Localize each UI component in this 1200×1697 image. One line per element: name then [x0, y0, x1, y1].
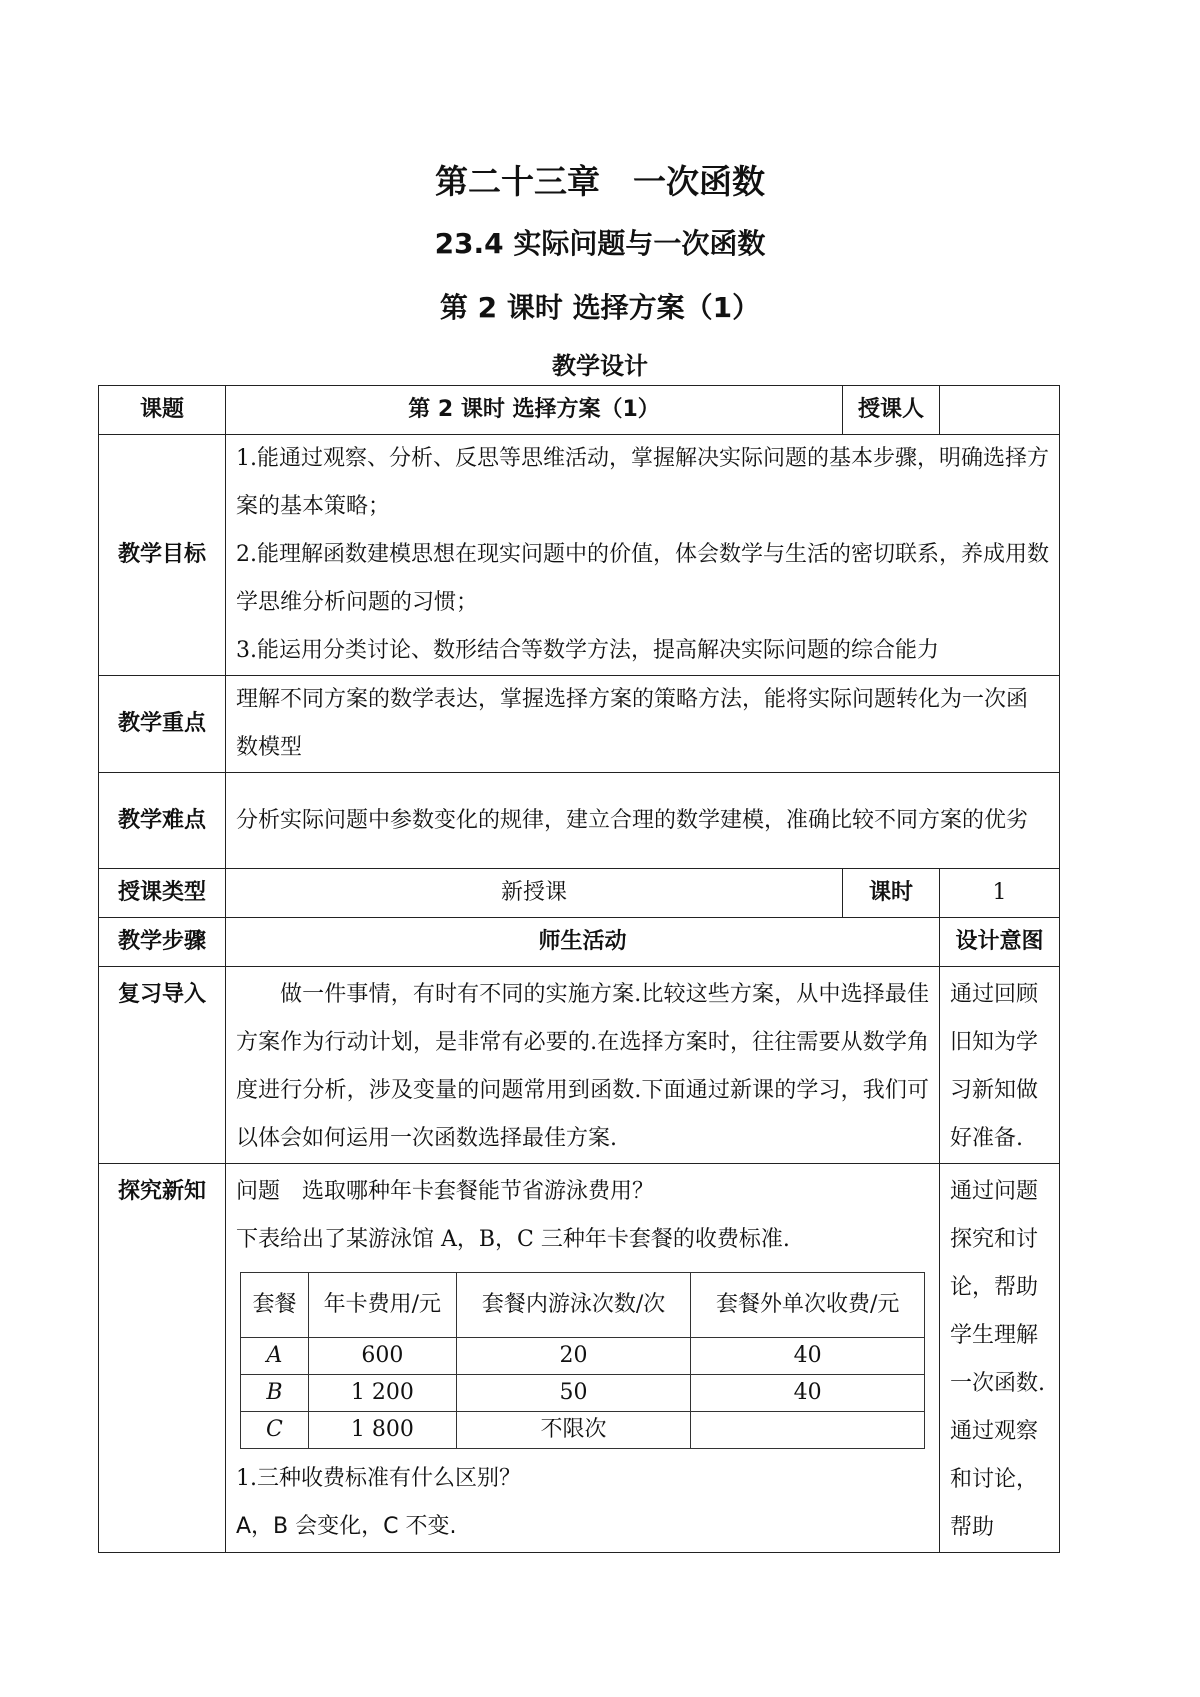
fee-cell: 1 800 [308, 1412, 456, 1449]
fee-header-cell: 套餐 [241, 1273, 309, 1338]
section-title: 23.4 实际问题与一次函数 [434, 227, 766, 260]
steps-header: 教学步骤 [99, 918, 226, 967]
lesson-type-row [99, 869, 1060, 918]
fee-row [241, 1412, 925, 1449]
review-text: 做一件事情，有时有不同的实施方案.比较这些方案，从中选择最佳方案作为行动计划，是非常有必要的.在选择方案时，往往需要从数学角度进行分析，涉及变量的问题常用到函数.下面通过新课的学习，我们可以体会如何运用一次函数选择最佳方案. [226, 967, 940, 1164]
fee-cell: 50 [456, 1375, 691, 1412]
review-intent: 通过回顾旧知为学习新知做好准备. [940, 967, 1060, 1164]
fee-cell: B [241, 1375, 309, 1412]
fee-cell: 40 [691, 1375, 925, 1412]
teacher-label: 授课人 [843, 386, 940, 435]
explore-intro: 下表给出了某游泳馆 A，B，C 三种年卡套餐的收费标准. [236, 1227, 790, 1252]
teacher-value [940, 386, 1060, 435]
topic-value: 第 2 课时 选择方案（1） [226, 386, 843, 435]
lesson-plan-table [98, 385, 1060, 1553]
hours-label: 课时 [843, 869, 940, 918]
fee-cell: 不限次 [456, 1412, 691, 1449]
fee-cell: 20 [456, 1338, 691, 1375]
lesson-title: 第 2 课时 选择方案（1） [439, 291, 761, 324]
objectives-content [226, 435, 1060, 676]
fee-header-cell: 套餐外单次收费/元 [691, 1273, 925, 1338]
explore-content [226, 1164, 940, 1553]
objective-item: 2.能理解函数建模思想在现实问题中的价值，体会数学与生活的密切联系，养成用数学思维分析问题的习惯； [236, 542, 1049, 615]
explore-row [99, 1164, 1060, 1553]
key-points-text: 理解不同方案的数学表达，掌握选择方案的策略方法，能将实际问题转化为一次函数模型 [226, 676, 1060, 773]
fee-cell: 1 200 [308, 1375, 456, 1412]
fee-cell: C [241, 1412, 309, 1449]
explore-intent: 通过问题探究和讨论，帮助学生理解一次函数.通过观察和讨论，帮助 [940, 1164, 1060, 1553]
difficulties-row [99, 773, 1060, 869]
key-points-label: 教学重点 [99, 676, 226, 773]
key-points-row [99, 676, 1060, 773]
objective-item: 1.能通过观察、分析、反思等思维活动，掌握解决实际问题的基本步骤，明确选择方案的基本策略； [236, 446, 1049, 519]
fee-header-cell: 年卡费用/元 [308, 1273, 456, 1338]
review-label: 复习导入 [99, 967, 226, 1164]
fee-table-header [241, 1273, 925, 1338]
fee-cell: 40 [691, 1338, 925, 1375]
fee-header-cell: 套餐内游泳次数/次 [456, 1273, 691, 1338]
fee-table [240, 1272, 925, 1449]
lesson-type-value: 新授课 [226, 869, 843, 918]
lesson-type-label: 授课类型 [99, 869, 226, 918]
difficulties-text: 分析实际问题中参数变化的规律，建立合理的数学建模，准确比较不同方案的优劣 [226, 773, 1060, 869]
column-header-row [99, 918, 1060, 967]
design-heading: 教学设计 [552, 352, 648, 380]
explore-question: 问题 选取哪种年卡套餐能节省游泳费用？ [236, 1179, 655, 1204]
explore-label: 探究新知 [99, 1164, 226, 1553]
review-row [99, 967, 1060, 1164]
fee-cell: 600 [308, 1338, 456, 1375]
difficulties-label: 教学难点 [99, 773, 226, 869]
fee-row [241, 1338, 925, 1375]
question-1: 1.三种收费标准有什么区别？ [236, 1466, 521, 1491]
intent-header: 设计意图 [940, 918, 1060, 967]
topic-label: 课题 [99, 386, 226, 435]
hours-value: 1 [940, 869, 1060, 918]
answer-1: A，B 会变化，C 不变. [236, 1514, 457, 1539]
fee-cell: A [241, 1338, 309, 1375]
topic-row [99, 386, 1060, 435]
objectives-row [99, 435, 1060, 676]
objectives-label: 教学目标 [99, 435, 226, 676]
activity-header: 师生活动 [226, 918, 940, 967]
objective-item: 3.能运用分类讨论、数形结合等数学方法，提高解决实际问题的综合能力 [236, 638, 939, 663]
fee-cell [691, 1412, 925, 1449]
chapter-title: 第二十三章 一次函数 [435, 162, 765, 201]
fee-row [241, 1375, 925, 1412]
